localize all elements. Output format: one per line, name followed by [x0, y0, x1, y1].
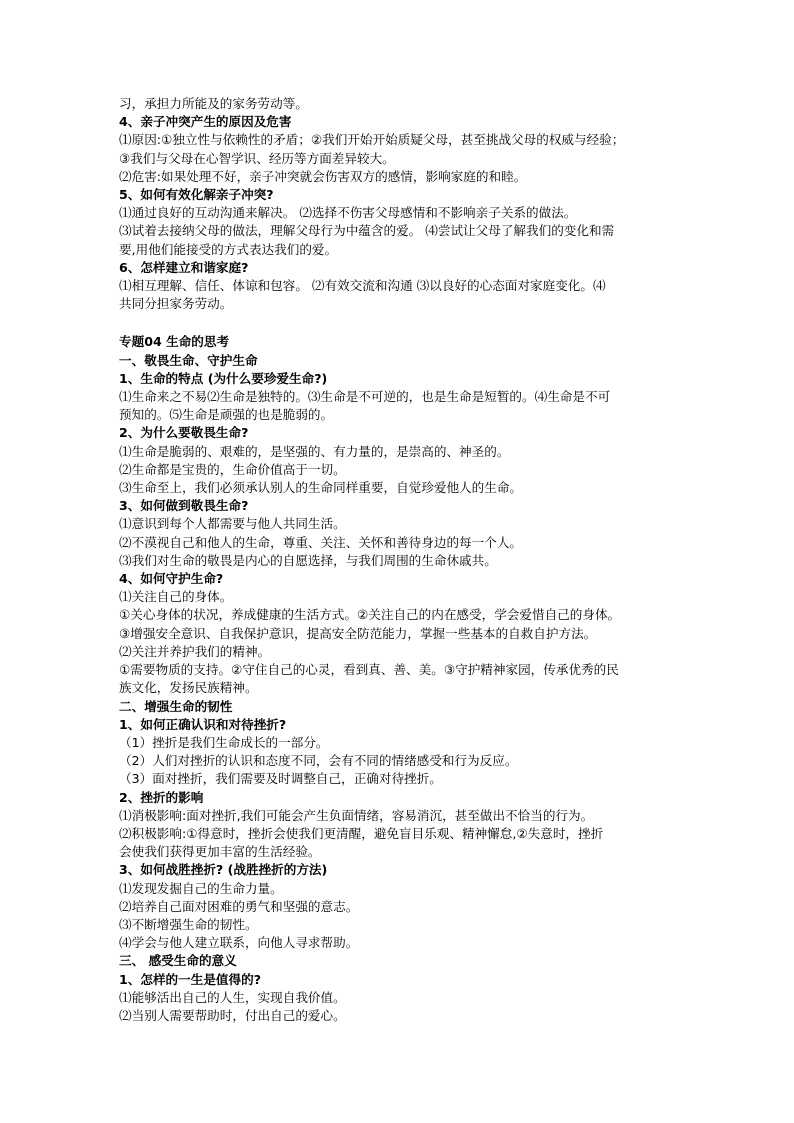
section-heading: 6、怎样建立和谐家庭?: [119, 259, 249, 275]
text-line: ⑵生命都是宝贵的，生命价值高于一切。: [119, 461, 346, 477]
text-line: ⑴生命是脆弱的、艰难的，是坚强的、有力量的，是崇高的、神圣的。: [119, 443, 510, 459]
section-heading: 4、亲子冲突产生的原因及危害: [119, 114, 292, 130]
document-page: [119, 95, 679, 1025]
text-line: ⑴原因:①独立性与依赖性的矛盾；②我们开始开始质疑父母，甚至挑战父母的权威与经验；: [119, 132, 625, 148]
section-heading: 三、 感受生命的意义: [119, 953, 237, 969]
text-line: 会使我们获得更加丰富的生活经验。: [119, 844, 321, 860]
text-line: ⑴通过良好的互动沟通来解决。 ⑵选择不伤害父母感情和不影响亲子关系的做法。: [119, 205, 577, 221]
text-line: ⑶不断增强生命的韧性。: [119, 916, 258, 932]
text-line: ⑴关注自己的身体。: [119, 589, 233, 605]
section-heading: 1、如何正确认识和对待挫折?: [119, 716, 287, 732]
text-line: （2）人们对挫折的认识和态度不同，会有不同的情绪感受和行为反应。: [119, 753, 518, 769]
text-line: ①需要物质的支持。②守住自己的心灵，看到真、善、美。③守护精神家园，传承优秀的民: [119, 662, 619, 678]
blank-line: [119, 313, 679, 333]
text-line: ①关心身体的状况，养成健康的生活方式。②关注自己的内在感受，学会爱惜自己的身体。: [119, 607, 621, 623]
text-line: ⑶我们对生命的敬畏是内心的自愿选择，与我们周围的生命休戚共。: [119, 552, 497, 568]
text-line: ⑴生命来之不易⑵生命是独特的。⑶生命是不可逆的，也是生命是短暂的。⑷生命是不可: [119, 389, 611, 405]
section-heading: 3、如何做到敬畏生命?: [119, 498, 249, 514]
text-line: ⑷学会与他人建立联系，向他人寻求帮助。: [119, 935, 359, 951]
text-line: ⑶试着去接纳父母的做法，理解父母行为中蕴含的爱。 ⑷尝试让父母了解我们的变化和需: [119, 223, 615, 239]
text-line: 预知的。⑸生命是顽强的也是脆弱的。: [119, 407, 334, 423]
section-heading: 2、挫折的影响: [119, 789, 204, 805]
text-line: 共同分担家务劳动。: [119, 296, 233, 312]
text-line: ⑶生命至上，我们必须承认别人的生命同样重要，自觉珍爱他人的生命。: [119, 480, 522, 496]
text-line: 族文化，发扬民族精神。: [119, 680, 258, 696]
text-line: ⑴意识到每个人都需要与他人共同生活。: [119, 516, 346, 532]
text-line: ⑴相互理解、信任、体谅和包容。 ⑵有效交流和沟通 ⑶以良好的心态面对家庭变化。⑷: [119, 278, 606, 294]
text-line: ⑵培养自己面对困难的勇气和坚强的意志。: [119, 898, 359, 914]
text-line: ③我们与父母在心智学识、经历等方面差异较大。: [119, 150, 395, 166]
section-heading: 1、生命的特点 (为什么要珍爱生命?): [119, 370, 328, 386]
text-line: 要,用他们能接受的方式表达我们的爱。: [119, 241, 338, 257]
text-line: ⑴发现发掘自己的生命力量。: [119, 880, 283, 896]
text-line: ⑴能够活出自己的人生，实现自我价值。: [119, 989, 346, 1005]
text-line: ⑵积极影响:①得意时，挫折会使我们更清醒，避免盲目乐观、精神懈怠,②失意时，挫折: [119, 825, 604, 841]
section-heading: 二、增强生命的韧性: [119, 698, 233, 714]
text-line: ⑵不漠视自己和他人的生命，尊重、关注、关怀和善待身边的每一个人。: [119, 534, 522, 550]
text-line: ③增强安全意识、自我保护意识，提高安全防范能力，掌握一些基本的自救自护方法。: [119, 625, 597, 641]
section-heading: 4、如何守护生命?: [119, 571, 224, 587]
text-line: 习，承担力所能及的家务劳动等。: [119, 96, 308, 111]
section-heading: 专题04 生命的思考: [119, 334, 230, 350]
text-line: ⑵当别人需要帮助时，付出自己的爱心。: [119, 1007, 346, 1023]
text-line: ⑵危害:如果处理不好，亲子冲突就会伤害双方的感情，影响家庭的和睦。: [119, 168, 527, 184]
text-line: ⑴消极影响:面对挫折,我们可能会产生负面情绪，容易消沉，甚至做出不恰当的行为。: [119, 807, 594, 823]
section-heading: 2、为什么要敬畏生命?: [119, 425, 249, 441]
text-line: ⑵关注并养护我们的精神。: [119, 643, 271, 659]
text-line: （3）面对挫折，我们需要及时调整自己，正确对待挫折。: [119, 771, 442, 787]
section-heading: 一、敬畏生命、守护生命: [119, 352, 258, 368]
text-line: （1）挫折是我们生命成长的一部分。: [119, 734, 329, 750]
section-heading: 5、如何有效化解亲子冲突?: [119, 187, 274, 203]
section-heading: 1、怎样的一生是值得的?: [119, 971, 262, 987]
section-heading: 3、如何战胜挫折? (战胜挫折的方法): [119, 862, 328, 878]
